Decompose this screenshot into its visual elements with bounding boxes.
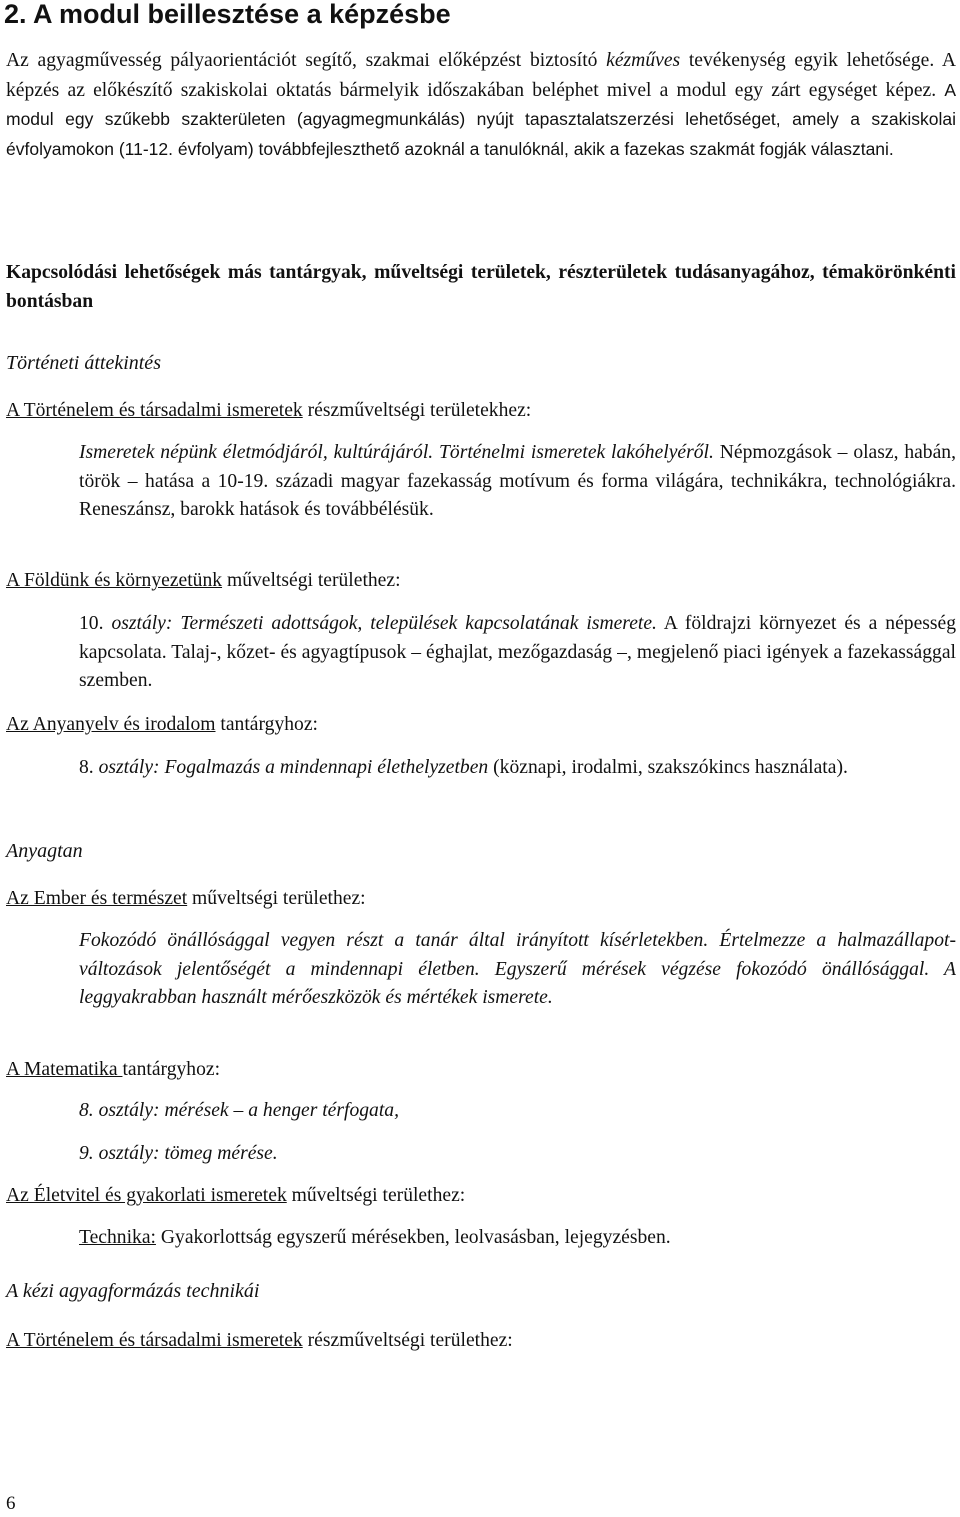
techniques-area1-link: A Történelem és társadalmi ismeretek bbox=[6, 1330, 303, 1351]
history-area3-text bbox=[79, 754, 956, 783]
section-title: 2. A modul beillesztése a képzésbe bbox=[4, 0, 451, 29]
techniques-heading: A kézi agyagformázás technikái bbox=[6, 1280, 260, 1302]
history-area3-label bbox=[6, 712, 318, 738]
material-area2-label bbox=[6, 1057, 220, 1083]
material-tech-text: Gyakorlottság egyszerű mérésekben, leolvasásban, lejegyzésben. bbox=[155, 1227, 671, 1248]
material-area3-label bbox=[6, 1183, 465, 1209]
history-area2-text bbox=[79, 610, 956, 696]
history-area1-emphasis: Ismeretek népünk életmódjáról, kultúrájáról. Történelmi ismeretek lakóhelyéről. bbox=[79, 442, 714, 463]
techniques-area1-rest: részműveltségi területhez: bbox=[302, 1330, 513, 1351]
material-tech-label: Technika: bbox=[79, 1227, 156, 1248]
history-area2-label bbox=[6, 568, 401, 594]
material-area3-link: Az Életvitel és gyakorlati ismeretek bbox=[6, 1185, 287, 1206]
history-area3-rest: tantárgyhoz: bbox=[215, 714, 318, 735]
connections-heading: Kapcsolódási lehetőségek más tantárgyak, műveltségi területek, részterületek tudásanyagához, témakörönkénti bontásban bbox=[6, 262, 956, 312]
material-tech-line bbox=[79, 1225, 956, 1251]
history-area3-emphasis: osztály: Fogalmazás a mindennapi élethelyzetben bbox=[98, 757, 489, 778]
history-area1-link: A Történelem és társadalmi ismeretek bbox=[6, 400, 303, 421]
history-heading: Történeti áttekintés bbox=[6, 352, 161, 374]
material-area1-text: Fokozódó önállósággal vegyen részt a tanár által irányított kísérletekben. Értelmezze a halmazállapot-változások jelentőségét a mindennapi életben. Egyszerű mérések végzése fokozódó önállósággal. A leggyakrabban használt mérőeszközök és mértékek ismerete. bbox=[79, 930, 956, 1008]
intro-emphasis: kézműves bbox=[606, 50, 681, 71]
techniques-area1-label bbox=[6, 1328, 513, 1354]
intro-text-1: Az agyagművesség pályaorientációt segítő, szakmai előképzést biztosító bbox=[6, 50, 607, 71]
history-area2-grade: 10. bbox=[79, 613, 112, 634]
history-area3-grade: 8. bbox=[79, 757, 99, 778]
history-area2-emphasis: osztály: Természeti adottságok, települések kapcsolatának ismerete. bbox=[111, 613, 657, 634]
material-area3-rest: műveltségi területhez: bbox=[286, 1185, 466, 1206]
history-area1-rest: részműveltségi területekhez: bbox=[302, 400, 532, 421]
material-area2-rest: tantárgyhoz: bbox=[122, 1059, 221, 1080]
material-grade9: 9. osztály: tömeg mérése. bbox=[79, 1143, 278, 1164]
material-area1-label bbox=[6, 886, 366, 912]
history-area1-body: Népmozgások – olasz, habán, török – hatása a 10-19. századi magyar fazekasság motívum és forma világára, technikákra, technológiákra. Reneszánsz, barokk hatások és továbbélésük. bbox=[79, 442, 956, 520]
page-number: 6 bbox=[6, 1493, 16, 1514]
history-area3-link: Az Anyanyelv és irodalom bbox=[6, 714, 216, 735]
intro-text-2: tevékenység egyik lehetősége. A képzés az előkészítő szakiskolai oktatás bármelyik időszakában beléphet mivel a modul egy zárt egységet képez. bbox=[6, 50, 957, 101]
history-area1-label bbox=[6, 398, 531, 424]
history-area2-rest: műveltségi területhez: bbox=[222, 570, 401, 591]
material-area2-link: A Matematika bbox=[6, 1059, 123, 1080]
history-area3-body: (köznapi, irodalmi, szakszókincs használata). bbox=[488, 757, 848, 778]
history-area2-link: A Földünk és környezetünk bbox=[6, 570, 223, 591]
history-area2-body: A földrajzi környezet és a népesség kapcsolata. Talaj-, kőzet- és agyagtípusok – éghajlat, mezőgazdaság –, megjelenő piaci igények a fazekassággal szemben. bbox=[79, 613, 957, 691]
material-heading: Anyagtan bbox=[6, 840, 83, 862]
material-area1-link: Az Ember és természet bbox=[6, 888, 188, 909]
intro-paragraph bbox=[6, 47, 956, 164]
intro-text-3: A modul egy szűkebb szakterületen (agyagmegmunkálás) nyújt tapasztalatszerzési lehetőséget, amely a szakiskolai évfolyamokon (11-12. évfolyam) továbbfejleszthető azoknál a tanulóknál, akik a fazekas szakmát fogják választani. bbox=[6, 79, 956, 159]
material-grade8: 8. osztály: mérések – a henger térfogata, bbox=[79, 1100, 399, 1121]
history-area1-text bbox=[79, 439, 956, 525]
material-area1-rest: műveltségi területhez: bbox=[187, 888, 366, 909]
